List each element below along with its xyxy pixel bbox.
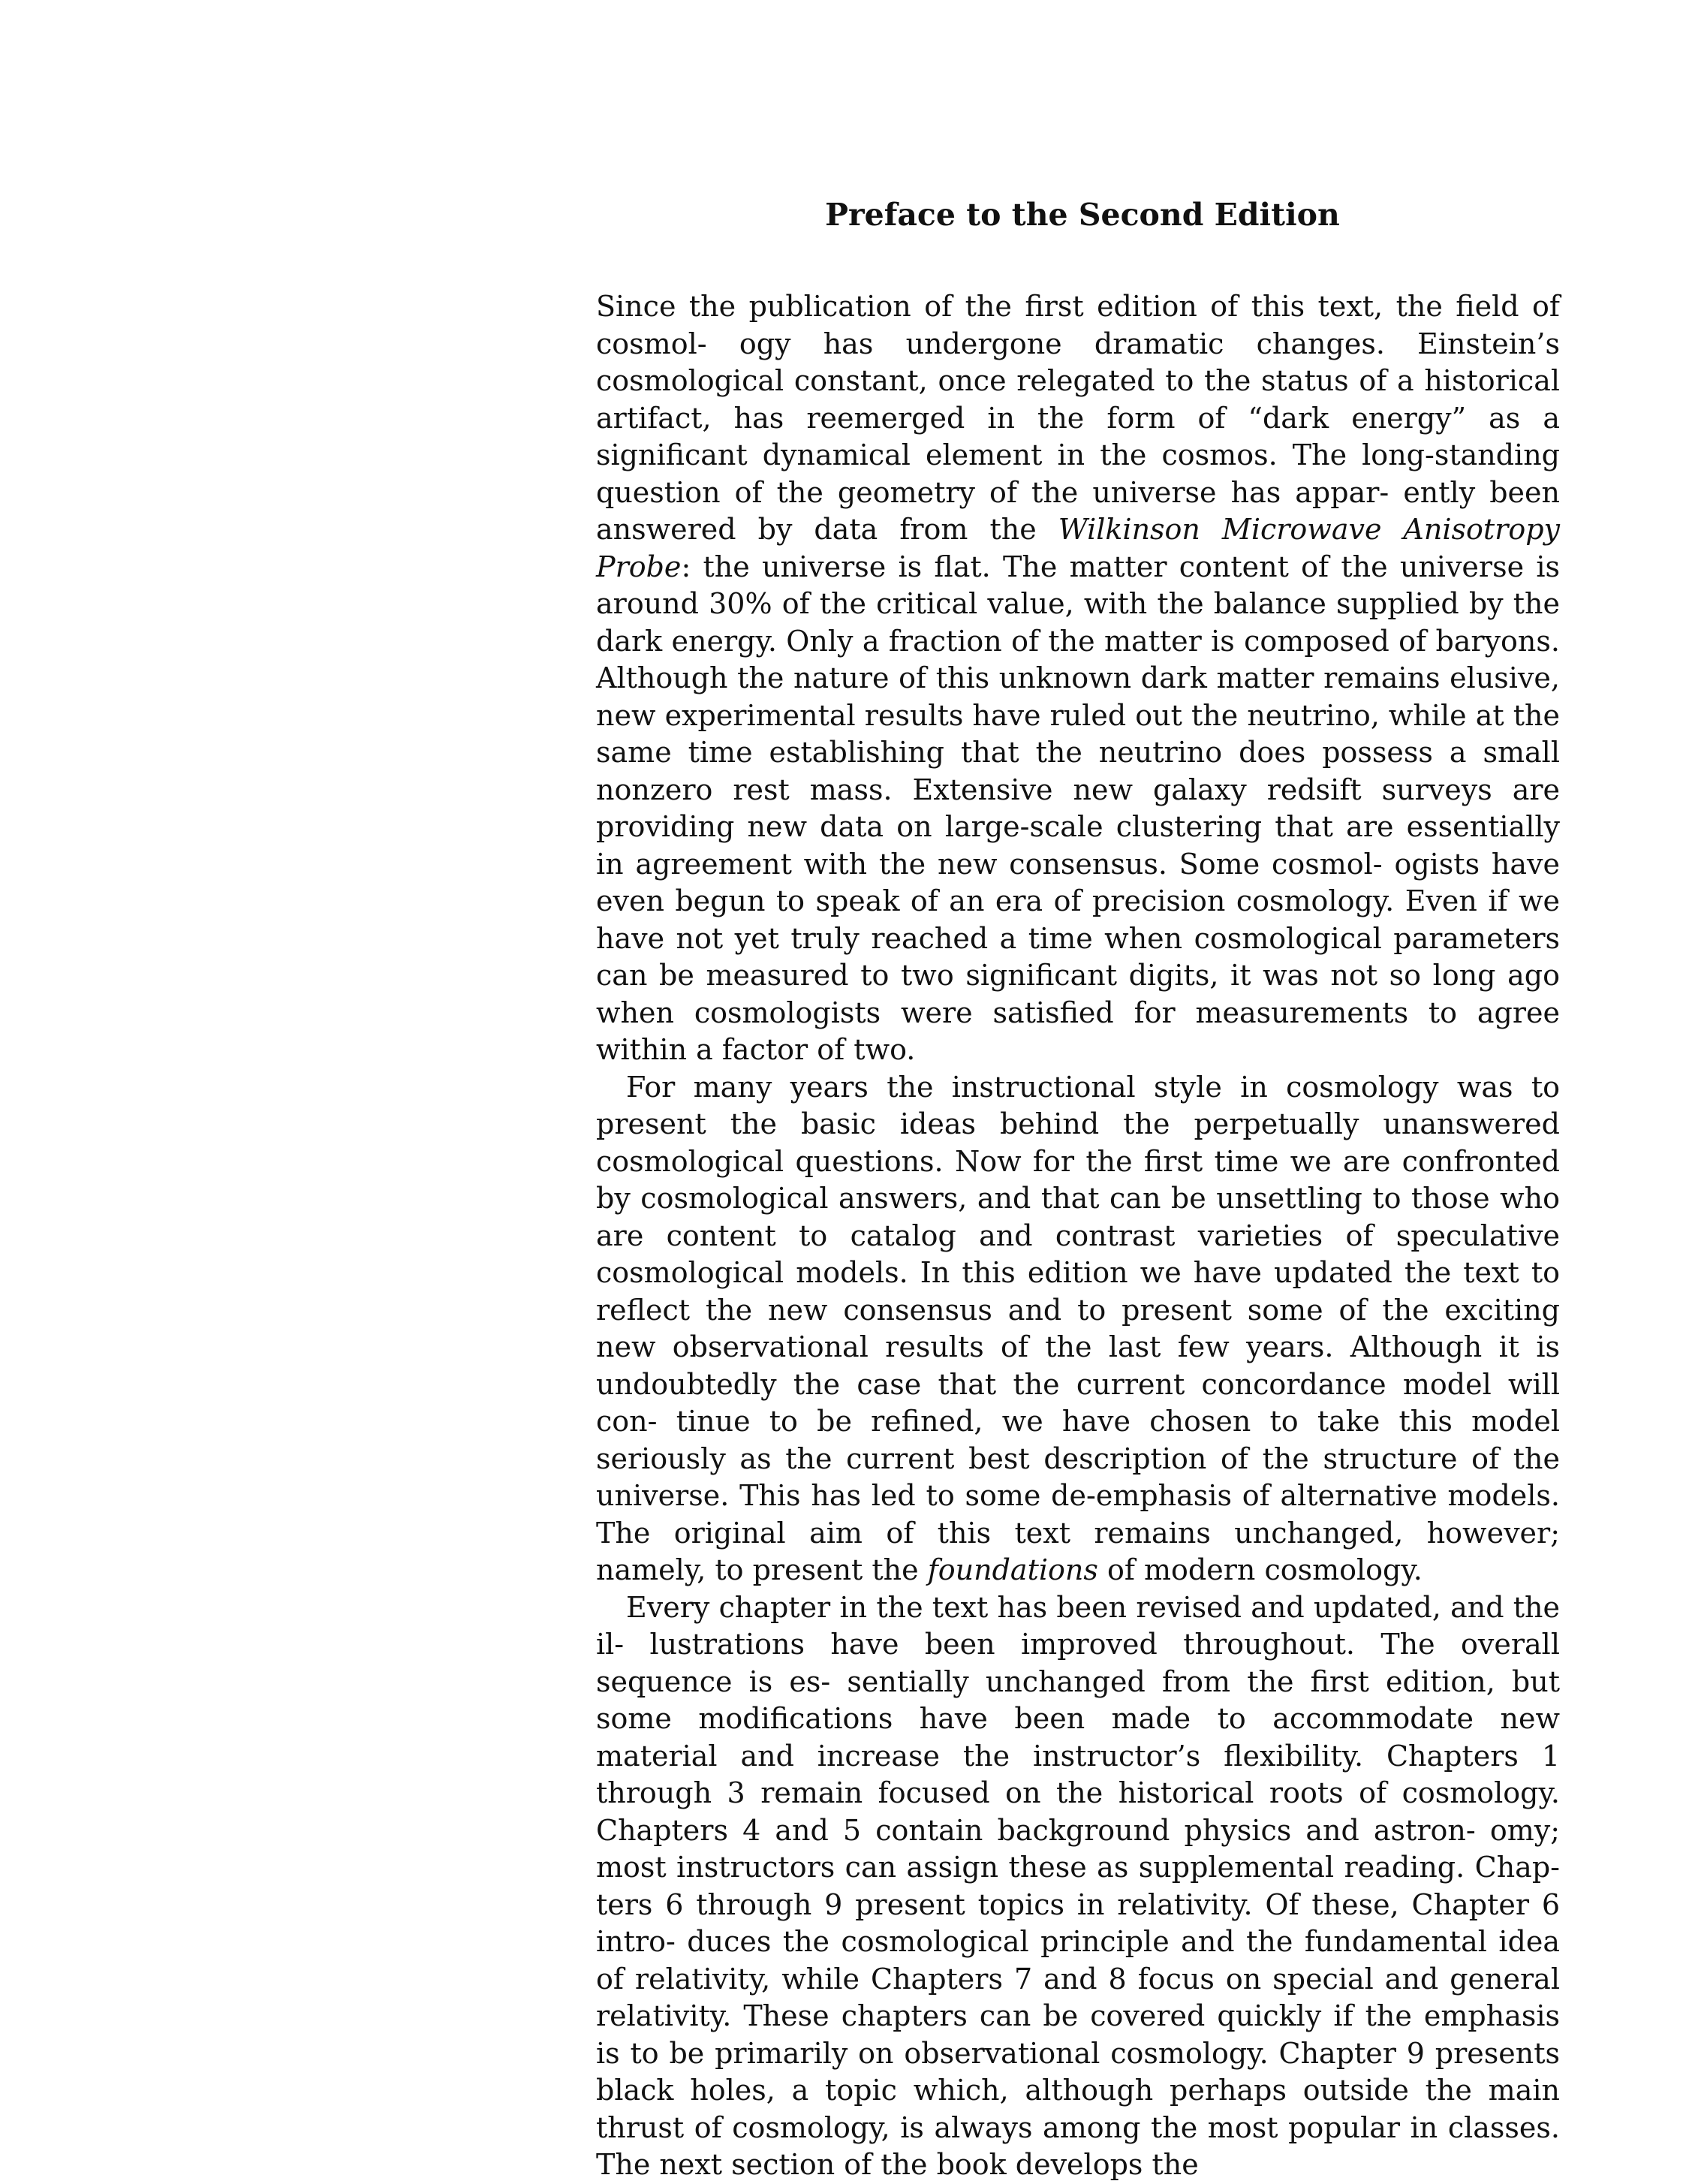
text-line: that are essentially in agreement with the new consensus. Some cosmol- bbox=[596, 810, 1560, 881]
text-line: For many years the instructional style in cosmology was to present the bbox=[596, 1070, 1560, 1140]
text-line: Every chapter in the text has been revised and updated, and the il- bbox=[596, 1590, 1560, 1661]
text-line: sentially unchanged from the first edition, but some modifications have bbox=[596, 1664, 1560, 1735]
text-line: while Chapters 7 and 8 focus on special and general relativity. These bbox=[596, 1962, 1560, 2032]
paragraph-3 bbox=[596, 1589, 1560, 2184]
text-line: once relegated to the status of a historical artifact, has reemerged in the bbox=[596, 364, 1561, 435]
text-line: galaxy redsift surveys are providing new data on large-scale clustering bbox=[596, 773, 1560, 843]
text-line: varieties of speculative cosmological models. In this edition we have bbox=[596, 1219, 1560, 1289]
text-line: to some de-emphasis of alternative models. The original aim of this bbox=[596, 1479, 1560, 1550]
text-line: nature of this unknown dark matter remains elusive, new experimental bbox=[596, 661, 1560, 732]
text-line: text remains unchanged, however; namely, to present the bbox=[596, 1516, 1560, 1586]
preface-body bbox=[596, 288, 1560, 2184]
text-line: it is undoubtedly the case that the current concordance model will con- bbox=[596, 1330, 1560, 1438]
text-line: updated the text to reflect the new consensus and to present some of bbox=[596, 1256, 1560, 1327]
text-line: although perhaps outside the main thrust of cosmology, is always among bbox=[596, 2074, 1560, 2144]
paragraph-2 bbox=[596, 1069, 1560, 1589]
text-line: omy; most instructors can assign these as supplemental reading. Chap- bbox=[596, 1813, 1560, 1884]
text-line: chapters can be covered quickly if the emphasis is to be primarily on bbox=[596, 1999, 1561, 2070]
text-line: Only a fraction of the matter is composed of baryons. Although the bbox=[596, 624, 1560, 694]
text-line: the exciting new observational results of the last few years. Although bbox=[596, 1293, 1560, 1363]
italic-title: Probe bbox=[596, 550, 682, 583]
text-line: can be measured to two significant digits, it was not so long ago when bbox=[596, 959, 1560, 1029]
text-line: tinue to be refined, we have chosen to take this model seriously as the bbox=[596, 1405, 1560, 1475]
text-line: two. bbox=[854, 1033, 916, 1066]
text-line: been made to accommodate new material and increase the instructor’s bbox=[596, 1702, 1561, 1773]
paragraph-1 bbox=[596, 288, 1560, 1069]
text-line: ogists have even begun to speak of an era of precision cosmology. Even bbox=[596, 847, 1560, 917]
text-line: current best description of the structure of the universe. This has led bbox=[596, 1441, 1560, 1512]
text-line: if we have not yet truly reached a time when cosmological parameters bbox=[596, 884, 1560, 955]
text-line: flexibility. Chapters 1 through 3 remain focused on the historical roots bbox=[596, 1739, 1560, 1809]
text-line: duces the cosmological principle and the fundamental idea of relativity, bbox=[596, 1925, 1560, 1996]
text-line: lustrations have been improved throughout. The overall sequence is es- bbox=[596, 1628, 1560, 1698]
text-line: modern cosmology. bbox=[1144, 1553, 1423, 1586]
text-line: of cosmology. Chapters 4 and 5 contain background physics and astron- bbox=[596, 1776, 1561, 1847]
italic-title: Wilkinson Microwave Anisotropy bbox=[1058, 513, 1560, 546]
text-line: cosmologists were satisfied for measurements to agree within a factor of bbox=[596, 996, 1560, 1066]
text-line: ogy has undergone dramatic changes. Einstein’s cosmological constant, bbox=[596, 327, 1560, 397]
text-line: that can be unsettling to those who are content to catalog and contrast bbox=[596, 1182, 1560, 1252]
page-title: Preface to the Second Edition bbox=[825, 197, 1340, 233]
text-line: observational cosmology. Chapter 9 presents black holes, a topic which, bbox=[596, 2036, 1560, 2107]
text-line: ently been answered by data from the bbox=[596, 475, 1560, 546]
text-line: ters 6 through 9 present topics in relativity. Of these, Chapter 6 intro- bbox=[596, 1887, 1560, 1958]
italic-emphasis: foundations bbox=[927, 1553, 1098, 1586]
text-line: : the universe is flat. The matter content of the universe is around bbox=[596, 550, 1560, 620]
text-line: results have ruled out the neutrino, while at the same time establishing bbox=[596, 698, 1560, 769]
text-line: 30% of the critical value, with the balance supplied by the dark energy. bbox=[596, 587, 1560, 658]
text-line: that the neutrino does possess a small nonzero rest mass. Extensive new bbox=[596, 736, 1560, 806]
text-line: The long-standing question of the geometry of the universe has appar- bbox=[596, 438, 1561, 509]
text-line: Since the publication of the first edition of this text, the field of cosmol- bbox=[596, 290, 1560, 360]
text-line: Now for the first time we are confronted by cosmological answers, and bbox=[596, 1144, 1560, 1215]
text-line: of bbox=[1097, 1553, 1135, 1586]
text-line: the most popular in classes. The next section of the book develops the bbox=[596, 2110, 1560, 2181]
text-line: form of “dark energy” as a significant dynamical element in the cosmos. bbox=[596, 401, 1560, 471]
text-line: basic ideas behind the perpetually unanswered cosmological questions. bbox=[596, 1107, 1560, 1178]
